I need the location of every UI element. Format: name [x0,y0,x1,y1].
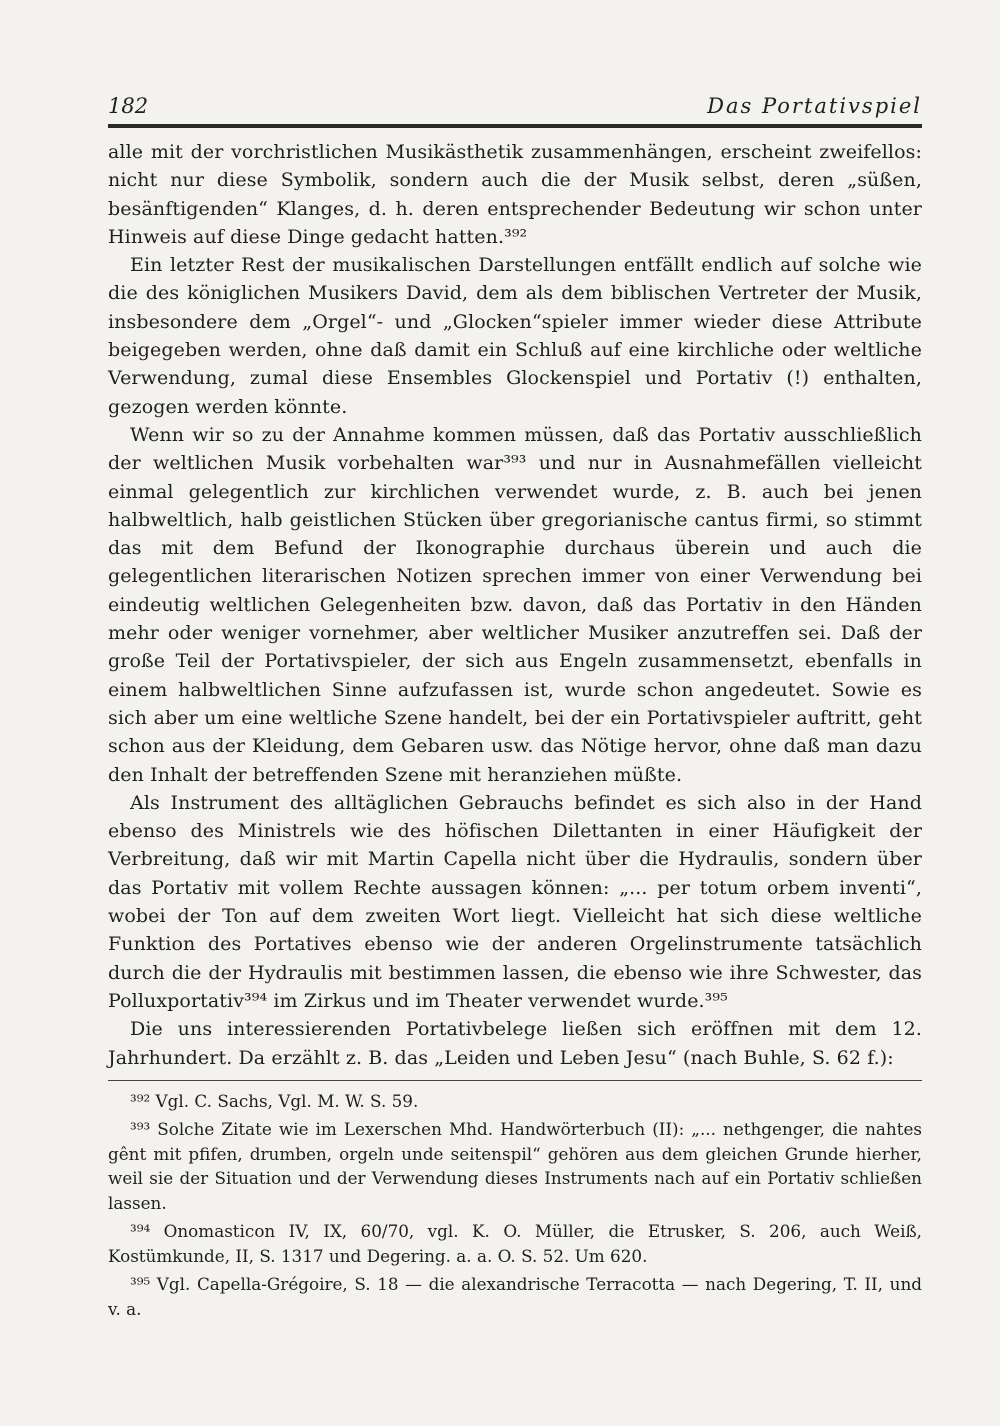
page-number: 182 [108,94,149,118]
paragraph: Wenn wir so zu der Annahme kommen müssen, daß das Portativ ausschließlich der weltlichen Musik vorbehalten war³⁹³ und nur in Ausnahmefällen vielleicht einmal gelegentlich zur kirchlichen verwendet wurde, z. B. auch bei jenen halbweltlich, halb geistlichen Stücken über gregorianische cantus firmi, so stimmt das mit dem Befund der Ikonographie durchaus überein und auch die gelegentlichen literarischen Notizen sprechen immer von einer Verwendung bei eindeutig weltlichen Gelegenheiten bzw. davon, daß das Portativ in den Händen mehr oder weniger vornehmer, aber weltlicher Musiker anzutreffen sei. Daß der große Teil der Portativspieler, der sich aus Engeln zusammensetzt, ebenfalls in einem halbweltlichen Sinne aufzufassen ist, wurde schon angedeutet. Sowie es sich aber um eine weltliche Szene handelt, bei der ein Portativspieler auftritt, geht schon aus der Kleidung, dem Gebaren usw. das Nötige hervor, ohne daß man dazu den Inhalt der betreffenden Szene mit heranziehen müßte. [108,423,922,786]
book-page [108,92,922,1321]
body-text [108,138,922,1072]
footnotes [108,1089,922,1322]
paragraph: Als Instrument des alltäglichen Gebrauchs befindet es sich also in der Hand ebenso des Ministrels wie des höfischen Dilettanten in einer Häufigkeit der Verbreitung, daß wir mit Martin Capella nicht über die Hydraulis, sondern über das Portativ mit vollem Rechte aussagen können: „... per totum orbem inventi“, wobei der Ton auf dem zweiten Wort liegt. Vielleicht hat sich diese weltliche Funktion des Portatives ebenso wie der anderen Orgelinstrumente tatsächlich durch die der Hydraulis mit bestimmen lassen, die ebenso wie ihre Schwester, das Polluxportativ³⁹⁴ im Zirkus und im Theater verwendet wurde.³⁹⁵ [108,791,922,1012]
footnote: ³⁹² Vgl. C. Sachs, Vgl. M. W. S. 59. [130,1090,419,1111]
footnote-rule [108,1080,922,1081]
paragraph: alle mit der vorchristlichen Musikästhetik zusammenhängen, erscheint zweifellos: nicht nur diese Symbolik, sondern auch die der Musik selbst, deren „süßen, besänftigenden“ Klanges, d. h. deren entsprechender Bedeutung wir schon unter Hinweis auf diese Dinge gedacht hatten.³⁹² [108,141,922,248]
running-title: Das Portativspiel [707,94,922,118]
footnote: ³⁹⁵ Vgl. Capella-Grégoire, S. 18 — die alexandrische Terracotta — nach Degering, T. II, und v. a. [108,1274,922,1319]
header-rule [108,124,922,128]
paragraph: Die uns interessierenden Portativbelege ließen sich eröffnen mit dem 12. Jahrhundert. Da erzählt z. B. das „Leiden und Leben Jesu“ (nach Buhle, S. 62 f.): [108,1018,922,1069]
footnote: ³⁹³ Solche Zitate wie im Lexerschen Mhd. Handwörterbuch (II): „... nethgenger, die nahtes gênt mit pfifen, drumben, orgeln unde seitenspil“ gehören aus dem gleichen Grunde hierher, weil sie der Situation und der Verwendung dieses Instruments nach auf ein Portativ schließen lassen. [108,1119,922,1213]
running-head [108,92,922,122]
paragraph: Ein letzter Rest der musikalischen Darstellungen entfällt endlich auf solche wie die des königlichen Musikers David, dem als dem biblischen Vertreter der Musik, insbesondere dem „Orgel“- und „Glocken“spieler immer wieder diese Attribute beigegeben werden, ohne daß damit ein Schluß auf eine kirchliche oder weltliche Verwendung, zumal diese Ensembles Glockenspiel und Portativ (!) enthalten, gezogen werden könnte. [108,254,922,418]
footnote: ³⁹⁴ Onomasticon IV, IX, 60/70, vgl. K. O. Müller, die Etrusker, S. 206, auch Weiß, Kostümkunde, II, S. 1317 und Degering. a. a. O. S. 52. Um 620. [108,1221,922,1266]
